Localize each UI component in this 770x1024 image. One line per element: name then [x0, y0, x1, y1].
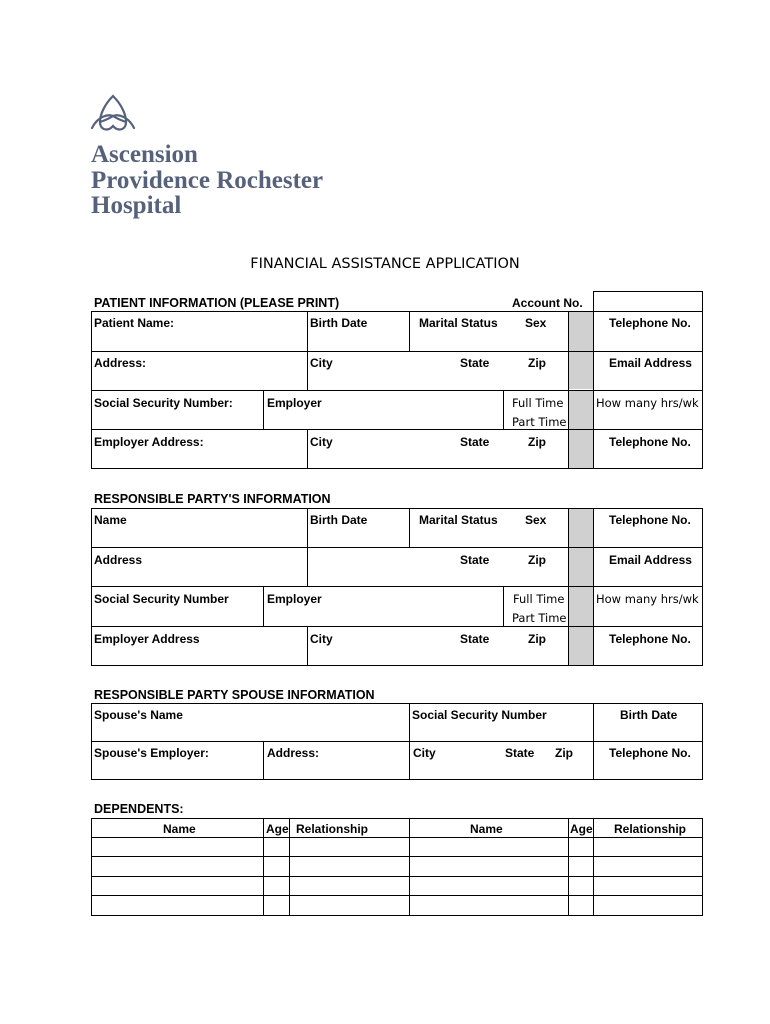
- patient-employer-zip-label: Zip: [528, 435, 546, 449]
- responsible-zip-label: Zip: [528, 553, 546, 567]
- responsible-employer-telephone-label: Telephone No.: [609, 632, 691, 646]
- responsible-shade-3: [568, 587, 593, 626]
- responsible-marital-status-label: Marital Status: [419, 513, 498, 527]
- dependents-relationship-header-2: Relationship: [614, 822, 687, 836]
- patient-email-label: Email Address: [609, 356, 692, 370]
- spouse-section-title: RESPONSIBLE PARTY SPOUSE INFORMATION: [94, 688, 375, 702]
- responsible-shade-1: [568, 509, 593, 547]
- patient-shade-1: [568, 312, 593, 351]
- responsible-employer-city-label: City: [310, 632, 333, 646]
- patient-employer-city-label: City: [310, 435, 333, 449]
- responsible-section-title: RESPONSIBLE PARTY'S INFORMATION: [94, 492, 331, 506]
- patient-sex-label: Sex: [525, 316, 547, 330]
- patient-hours-label: How many hrs/wk: [596, 396, 699, 410]
- patient-ssn-label: Social Security Number:: [94, 396, 233, 410]
- patient-zip-label: Zip: [528, 356, 546, 370]
- responsible-ssn-label: Social Security Number: [94, 592, 229, 606]
- dependents-age-header: Age: [266, 822, 289, 836]
- responsible-employer-state-label: State: [460, 632, 490, 646]
- patient-shade-3: [568, 391, 593, 429]
- account-no-label: Account No.: [512, 296, 583, 310]
- patient-address-label: Address:: [94, 356, 147, 370]
- patient-employer-state-label: State: [460, 435, 490, 449]
- spouse-telephone-label: Telephone No.: [609, 746, 691, 760]
- spouse-city-label: City: [413, 746, 436, 760]
- patient-birth-date-label: Birth Date: [310, 316, 368, 330]
- responsible-email-label: Email Address: [609, 553, 692, 567]
- patient-part-time-label: Part Time: [512, 415, 567, 429]
- responsible-part-time-label: Part Time: [512, 611, 567, 625]
- org-name-line3: Hospital: [91, 192, 182, 219]
- patient-employer-address-label: Employer Address:: [94, 435, 204, 449]
- dependents-section-title: DEPENDENTS:: [94, 802, 184, 816]
- org-name-line1: Ascension: [91, 141, 198, 168]
- responsible-shade-2: [568, 548, 593, 586]
- patient-section-title: PATIENT INFORMATION (PLEASE PRINT): [94, 296, 340, 310]
- patient-shade-4: [568, 430, 593, 468]
- responsible-hours-label: How many hrs/wk: [596, 592, 699, 606]
- form-title: FINANCIAL ASSISTANCE APPLICATION: [250, 256, 520, 272]
- spouse-address-label: Address:: [267, 746, 320, 760]
- patient-employer-label: Employer: [267, 396, 322, 410]
- patient-telephone-label: Telephone No.: [609, 316, 691, 330]
- spouse-ssn-label: Social Security Number: [412, 708, 547, 722]
- dependents-relationship-header: Relationship: [296, 822, 369, 836]
- responsible-name-label: Name: [94, 513, 127, 527]
- responsible-telephone-label: Telephone No.: [609, 513, 691, 527]
- patient-marital-status-label: Marital Status: [419, 316, 498, 330]
- dependents-age-header-2: Age: [570, 822, 593, 836]
- responsible-full-time-label: Full Time: [513, 592, 565, 606]
- patient-state-label: State: [460, 356, 490, 370]
- responsible-employer-zip-label: Zip: [528, 632, 546, 646]
- spouse-birth-date-label: Birth Date: [620, 708, 678, 722]
- responsible-employer-address-label: Employer Address: [94, 632, 200, 646]
- account-no-field[interactable]: [594, 292, 702, 311]
- patient-full-time-label: Full Time: [512, 396, 564, 410]
- responsible-birth-date-label: Birth Date: [310, 513, 368, 527]
- responsible-address-label: Address: [94, 553, 143, 567]
- org-name-line2: Providence Rochester: [91, 166, 324, 194]
- responsible-sex-label: Sex: [525, 513, 547, 527]
- responsible-shade-4: [568, 627, 593, 665]
- patient-employer-telephone-label: Telephone No.: [609, 435, 691, 449]
- spouse-state-label: State: [505, 746, 535, 760]
- responsible-state-label: State: [460, 553, 490, 567]
- responsible-employer-label: Employer: [267, 592, 322, 606]
- patient-name-label: Patient Name:: [94, 316, 175, 330]
- spouse-employer-label: Spouse's Employer:: [94, 746, 209, 760]
- dependents-name-header-2: Name: [470, 822, 503, 836]
- patient-city-label: City: [310, 356, 333, 370]
- patient-shade-2: [568, 352, 593, 389]
- dependents-name-header: Name: [163, 822, 196, 836]
- spouse-zip-label: Zip: [555, 746, 573, 760]
- spouse-name-label: Spouse's Name: [94, 708, 183, 722]
